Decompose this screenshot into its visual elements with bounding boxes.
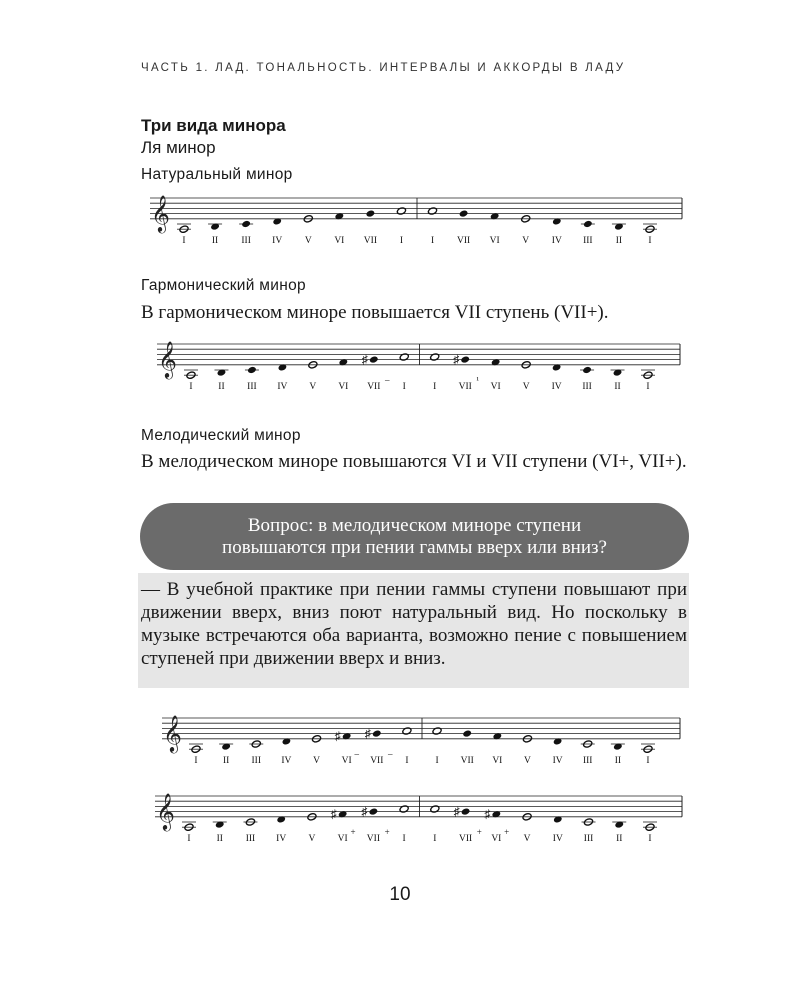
degree-label: IV [551,235,562,246]
degree-label: V [524,755,531,766]
degree-mark: – [388,748,393,759]
note-head [583,220,593,228]
page-number: 10 [389,884,411,905]
note-head [369,807,379,815]
degree-label: III [582,755,593,766]
degree-label: VI [334,235,345,246]
note-head [369,355,379,363]
degree-label: III [241,235,251,246]
degree-label: IV [552,755,563,766]
degree-mark: + [504,826,510,837]
degree-label: II [616,833,623,844]
treble-clef-icon: 𝄞 [163,714,182,751]
degree-label: I [646,381,650,392]
degree-label: VII [367,381,381,392]
harmonic-minor-text: В гармоническом миноре повышается VII ступень (VII+). [141,302,609,323]
degree-label: VII [456,235,471,246]
degree-label: IV [277,381,288,392]
degree-label: II [615,235,623,246]
degree-label: VII [370,755,384,766]
degree-label: II [211,235,219,246]
note-head [366,209,376,217]
degree-label: V [309,381,317,392]
degree-label: VI [489,235,500,246]
note-head [372,729,382,737]
sharp-sign: ♯ [361,352,368,367]
sharp-sign: ♯ [453,352,460,367]
note-head [247,366,257,374]
degree-label: V [523,833,531,844]
degree-label: I [646,755,650,766]
harmonic-minor-label: Гармонический минор [141,277,306,294]
degree-label: II [614,755,622,766]
degree-label: II [216,833,223,844]
degree-label: I [430,235,435,246]
melodic-minor-label: Мелодический минор [141,427,301,444]
degree-label: III [583,235,593,246]
degree-label: III [583,833,594,844]
answer-text: — В учебной практике при пении гаммы ступени повышают при движении вверх, вниз поют натуральный вид. Но поскольку в музыке встречаются оба варианта, возможно пение с повышением ступеней при движении вверх и вниз. [141,579,687,669]
treble-clef-icon: 𝄞 [156,792,175,829]
degree-label: I [402,833,406,844]
treble-clef-icon: 𝄞 [158,340,177,377]
degree-label: II [614,381,621,392]
degree-label: I [433,381,437,392]
degree-label: I [433,833,437,844]
note-head [462,729,472,737]
degree-label: IV [552,833,563,844]
section-title: Три вида минора [141,116,286,135]
natural-minor-label: Натуральный минор [141,166,293,183]
section-subtitle: Ля минор [141,138,216,157]
degree-mark: – [354,748,359,759]
degree-mark: + [476,826,482,837]
degree-label: VI [338,381,349,392]
degree-label: II [222,755,230,766]
degree-label: IV [272,235,283,246]
degree-label: III [251,755,262,766]
degree-mark: + [384,826,390,837]
degree-label: I [648,235,652,246]
staff-natural-minor [0,192,800,260]
degree-label: VI [491,833,502,844]
degree-label: I [402,381,406,392]
degree-label: I [405,755,409,766]
degree-label: VII [366,833,381,844]
degree-label: VI [490,381,501,392]
staff-harmonic-minor [0,338,800,406]
degree-label: V [522,235,530,246]
degree-label: VII [458,833,473,844]
note-head [461,807,471,815]
degree-label: VI [341,755,352,766]
note-head [459,209,469,217]
question-callout [140,503,689,570]
degree-label: I [194,755,198,766]
degree-label: VI [337,833,348,844]
sharp-sign: ♯ [484,807,491,822]
staff-melodic-natural-down [0,712,800,780]
note-head [460,355,470,363]
degree-label: I [399,235,404,246]
degree-label: III [245,833,256,844]
running-header: ЧАСТЬ 1. ЛАД. ТОНАЛЬНОСТЬ. ИНТЕРВАЛЫ И АККОРДЫ В ЛАДУ [141,62,626,74]
degree-label: V [522,381,530,392]
sharp-sign: ♯ [361,804,368,819]
degree-label: IV [276,833,287,844]
degree-mark: + [350,826,356,837]
degree-label: IV [551,381,562,392]
degree-label: II [218,381,225,392]
degree-label: III [247,381,257,392]
degree-mark: ¹ [476,374,480,385]
degree-label: V [313,755,320,766]
degree-label: V [304,235,312,246]
sharp-sign: ♯ [334,729,341,744]
degree-label: I [189,381,193,392]
degree-label: IV [281,755,292,766]
note-head [241,220,251,228]
sharp-sign: ♯ [453,804,460,819]
degree-label: V [308,833,316,844]
melodic-minor-text: В мелодическом миноре повышаются VI и VII ступени (VI+, VII+). [141,451,687,472]
note-head [582,366,592,374]
question-line-1: Вопрос: в мелодическом миноре ступени [247,514,582,536]
sharp-sign: ♯ [364,726,371,741]
degree-label: III [582,381,592,392]
degree-label: VII [363,235,378,246]
degree-label: I [187,833,191,844]
question-line-2: повышаются при пении гаммы вверх или вниз? [222,536,607,558]
degree-label: VII [460,755,474,766]
treble-clef-icon: 𝄞 [151,194,170,231]
degree-label: I [182,235,186,246]
degree-label: I [648,833,652,844]
staff-melodic-raised-both [0,790,800,858]
sharp-sign: ♯ [330,807,337,822]
degree-label: VII [458,381,472,392]
degree-label: I [435,755,439,766]
degree-label: VI [492,755,503,766]
degree-mark: – [385,374,390,385]
